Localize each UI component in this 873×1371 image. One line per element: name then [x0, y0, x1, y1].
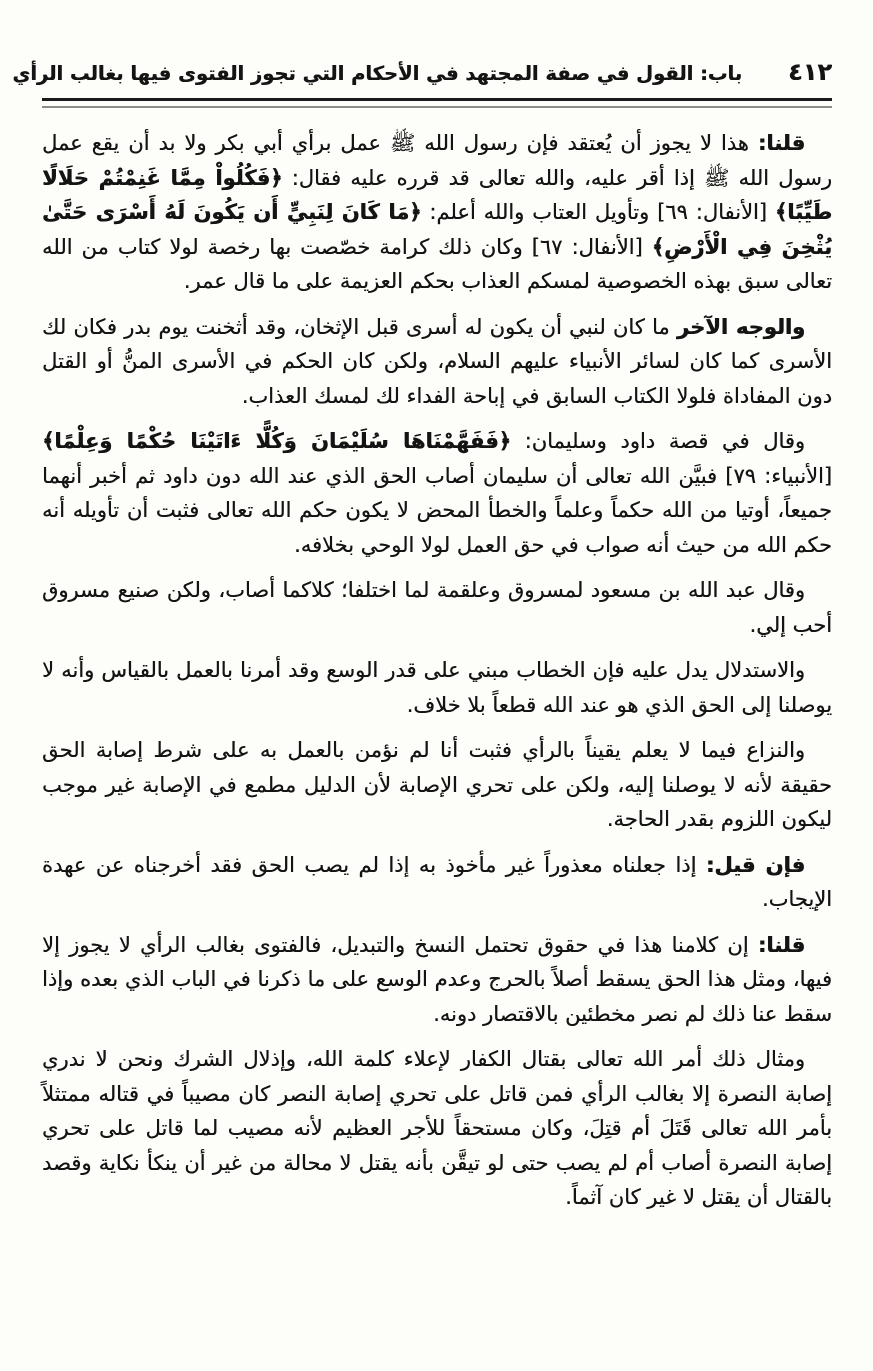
- paragraph: [42, 126, 832, 299]
- lead-segment: قلنا:: [757, 131, 805, 156]
- page-header: [12, 58, 832, 87]
- ref-segment: [الأنفال: ٦٧]: [522, 234, 652, 259]
- lead-segment: فإن قيل:: [705, 852, 805, 877]
- paragraph: [42, 928, 832, 1032]
- normal-segment: والنزاع فيما لا يعلم يقيناً بالرأي فثبت أنا لم نؤمن بالعمل به على شرط إصابة الحق حقيقة لأنه لا يوصلنا إليه، ولكن على تحري الإصابة لأن الدليل مطمع في الإصابة غير موجب ليكون اللزوم بقدر الحاجة.: [42, 738, 832, 832]
- normal-segment: وقال في قصة داود وسليمان:: [510, 429, 805, 454]
- body-text: [42, 126, 832, 1215]
- paragraph: [42, 573, 832, 642]
- paragraph: [42, 848, 832, 917]
- normal-segment: ما كان لنبي أن يكون له أسرى قبل الإثخان، وقد أثخنت يوم بدر فكان لك الأسرى كما كان لسائر الأنبياء عليهم السلام، ولكن كان الحكم في الأسرى المنُّ أو القتل دون المفاداة فلولا الكتاب السابق في إباحة الفداء لك لمسك العذاب.: [42, 314, 832, 408]
- normal-segment: فبيَّن الله تعالى أن سليمان أصاب الحق الذي عند الله دون داود ثم أخبر أنهما جميعاً، أوتيا من الله حكماً وعلماً والخطأ المحض لا يكون حكم الله تعالى فثبت أن تأويله أنه حكم الله من حيث أنه صواب في حق العمل لولا الوحي بخلافه.: [42, 463, 832, 557]
- ref-segment: [الأنفال: ٦٩]: [649, 200, 775, 225]
- quran-segment: ﴿فَفَهَّمْنَاهَا سُلَيْمَانَ وَكُلًّا ءَاتَيْنَا حُكْمًا وَعِلْمًا﴾: [42, 429, 511, 454]
- paragraph: [42, 310, 832, 414]
- normal-segment: إذا جعلناه معذوراً غير مأخوذ به إذا لم يصب الحق فقد أخرجناه عن عهدة الإيجاب.: [42, 852, 832, 912]
- chapter-title: باب: القول في صفة المجتهد في الأحكام التي تجوز الفتوى فيها بغالب الرأي: [12, 62, 743, 85]
- normal-segment: إن كلامنا هذا في حقوق تحتمل النسخ والتبديل، فالفتوى بغالب الرأي لا يجوز إلا فيها، ومثل هذا الحق يسقط أصلاً بالحرج وعدم الوسع على ما ذكرنا في الباب الذي بعده وإذا سقط عنا ذلك لم نصر مخطئين بالاقتصار دونه.: [42, 932, 832, 1026]
- ref-segment: [الأنبياء: ٧٩]: [717, 463, 832, 488]
- normal-segment: وكان ذلك كرامة خصّصت بها رخصة لولا كتاب من الله تعالى سبق بهذه الخصوصية لمسكم العذاب بحكم العزيمة على ما قال عمر.: [42, 234, 832, 294]
- paragraph: [42, 733, 832, 837]
- paragraph: [42, 653, 832, 722]
- normal-segment: وقال عبد الله بن مسعود لمسروق وعلقمة لما اختلفا؛ كلاكما أصاب، ولكن صنيع مسروق أحب إلي.: [42, 578, 832, 637]
- paragraph: [42, 424, 832, 562]
- page-number: ٤١٢: [788, 58, 832, 86]
- quran-segment: ﴿فَكُلُواْ مِمَّا غَنِمْتُمْ حَلَالًا طَيِّبًا﴾: [42, 165, 832, 225]
- normal-segment: هذا لا يجوز أن يُعتقد فإن رسول الله ﷺ عمل برأي أبي بكر ولا بد أن يقع عمل رسول الله ﷺ إذا أقر عليه، والله تعالى قد قرره عليه فقال:: [42, 131, 832, 190]
- normal-segment: والاستدلال يدل عليه فإن الخطاب مبني على قدر الوسع وقد أمرنا بالعمل بالقياس وأنه لا يوصلنا إلى الحق الذي هو عند الله قطعاً بلا خلاف.: [42, 658, 832, 717]
- normal-segment: وتأويل العتاب والله أعلم:: [421, 200, 650, 225]
- lead-segment: قلنا:: [757, 932, 805, 957]
- lead-segment: والوجه الآخر: [676, 314, 805, 339]
- quran-segment: ﴿مَا كَانَ لِنَبِيٍّ أَن يَكُونَ لَهُ أَسْرَى حَتَّىٰ يُثْخِنَ فِي الْأَرْضِ﴾: [42, 200, 832, 259]
- normal-segment: ومثال ذلك أمر الله تعالى بقتال الكفار لإعلاء كلمة الله، وإذلال الشرك ونحن لا ندري إصابة النصرة إلا بغالب الرأي فمن قاتل على تحري إصابة النصر كان مصيباً في قتاله ممتثلاً بأمر الله تعالى قَتَلَ أم قتِلَ، وكان مستحقاً للأجر العظيم لأنه مصيب لما قاتل على تحري إصابة النصرة أصاب أم لم يصب حتى لو تيقَّن بأنه يقتل لا محالة من غير أن ينكأ نكاية وقصد بالقتال أن يقتل لا غير كان آثماً.: [42, 1047, 832, 1210]
- header-rule: [42, 98, 832, 108]
- paragraph: [42, 1042, 832, 1215]
